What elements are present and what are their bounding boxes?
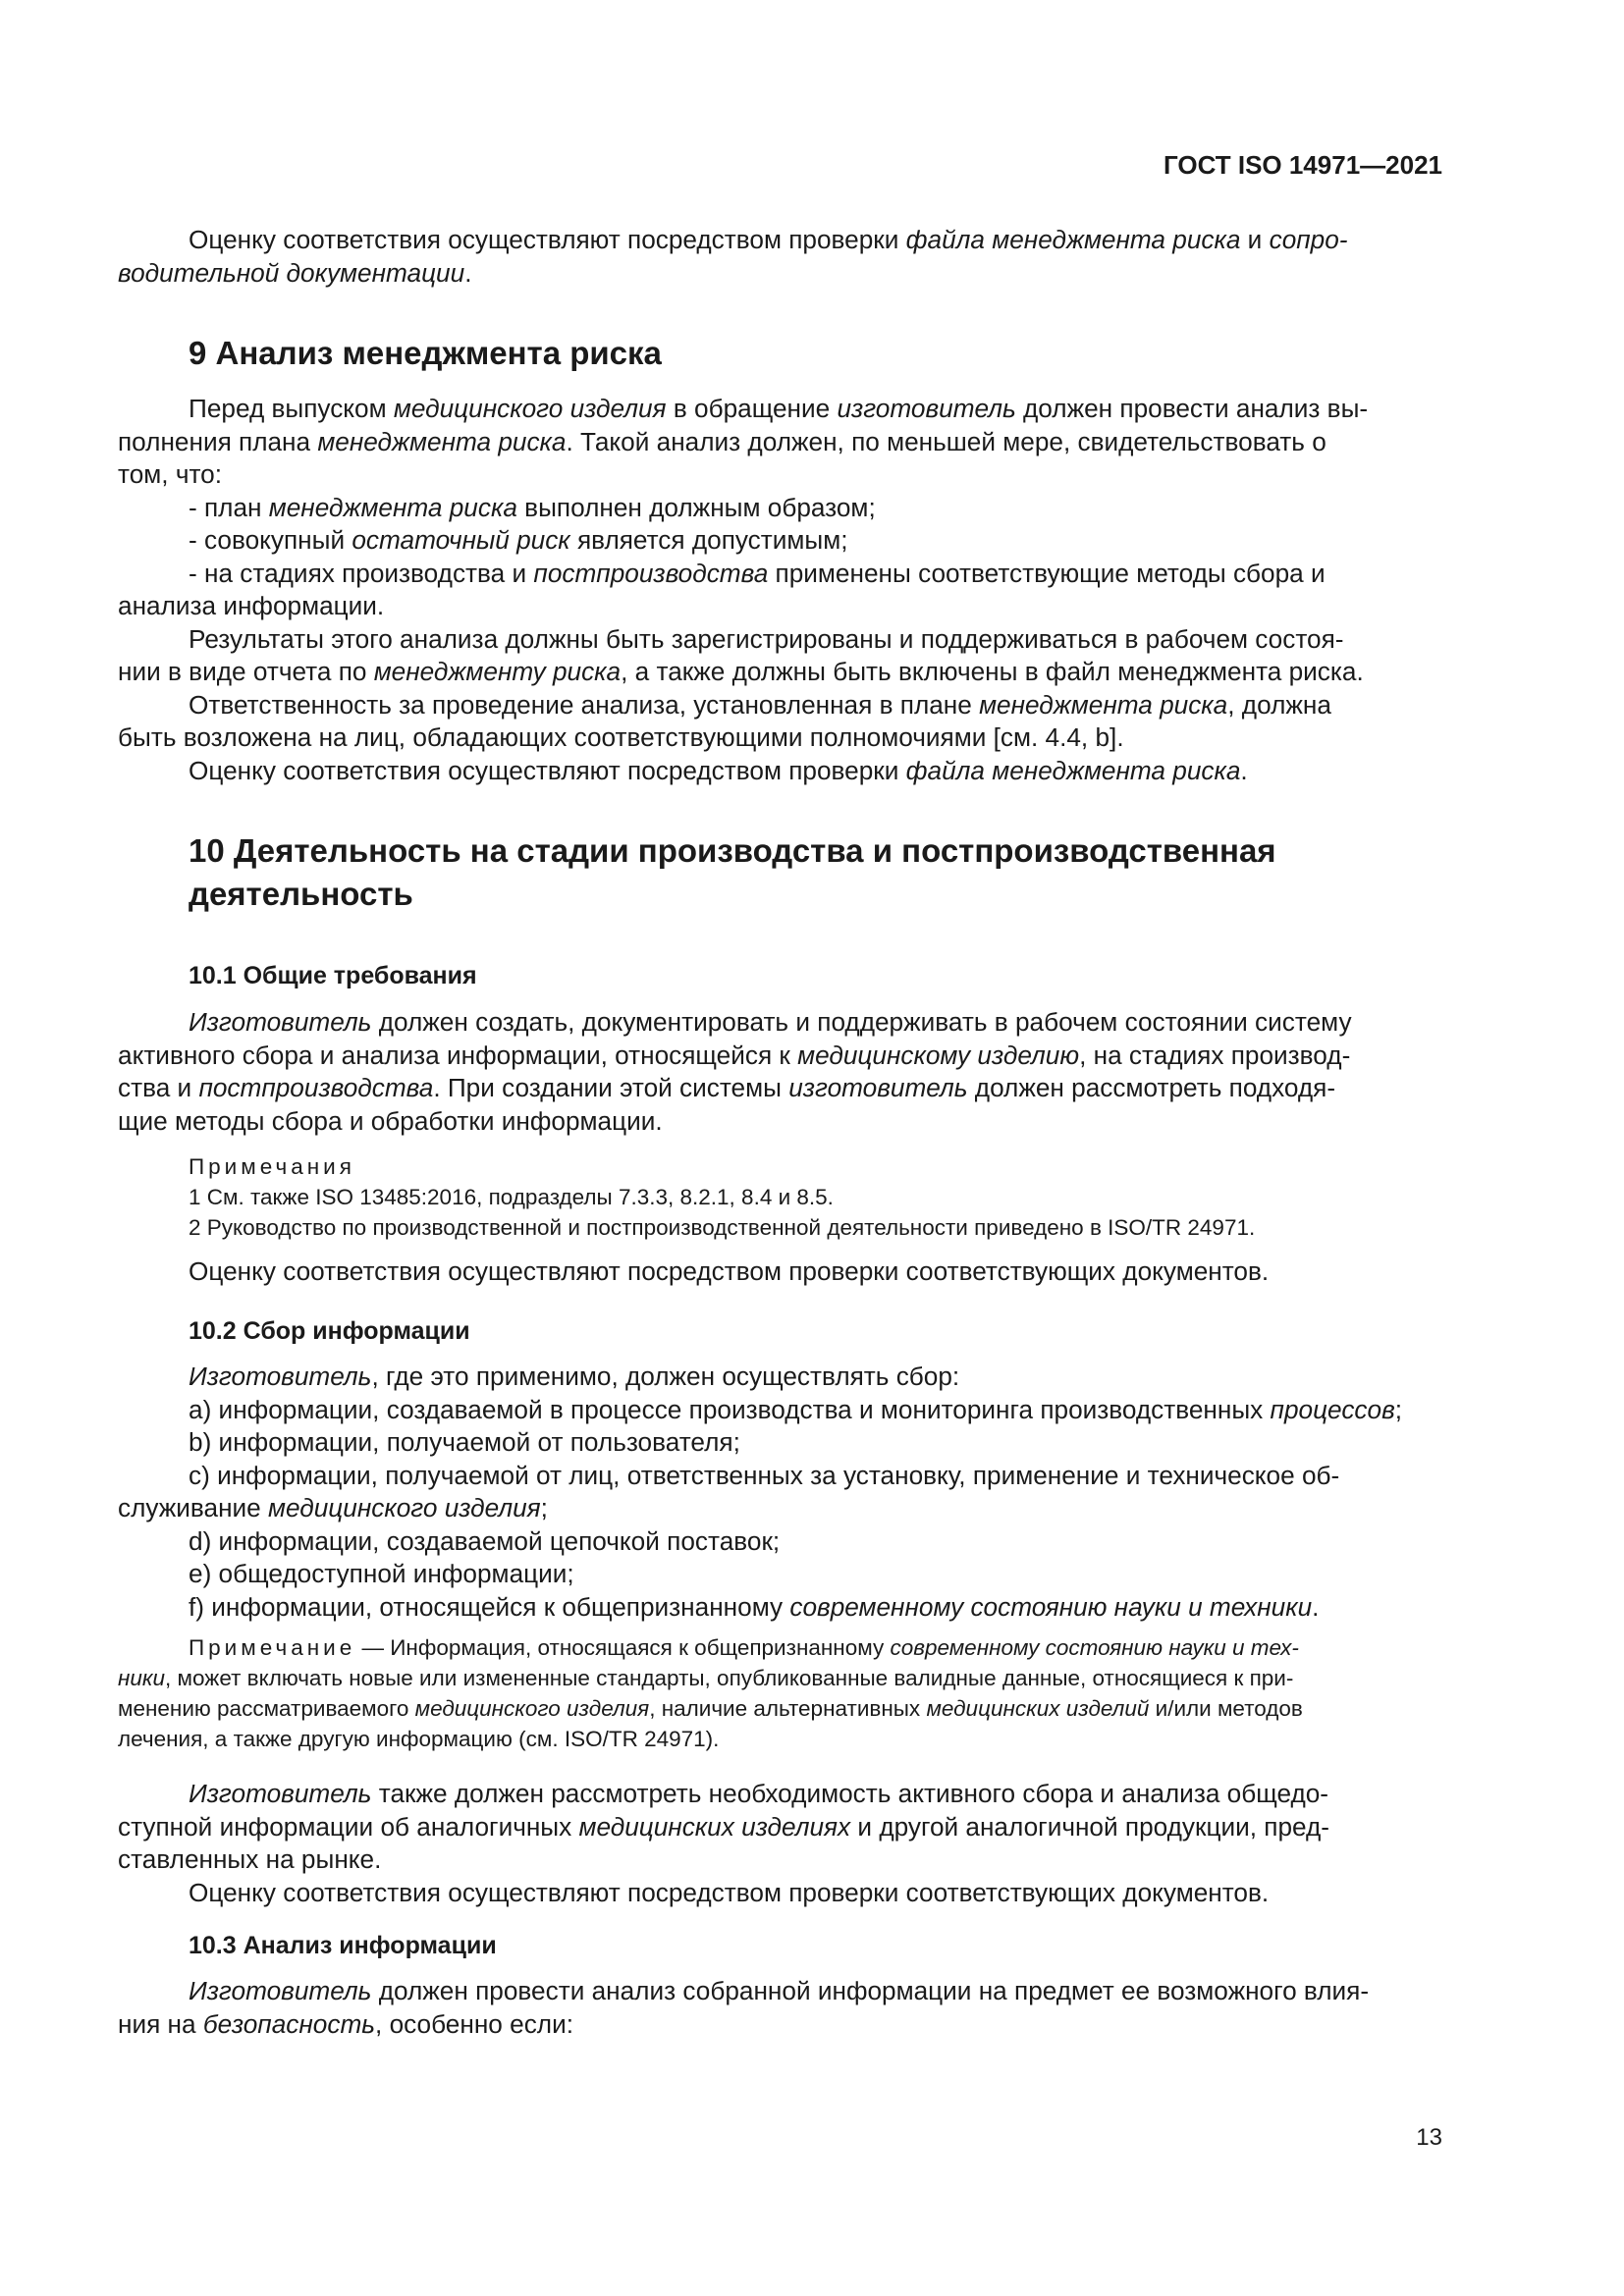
list-item: d) информации, создаваемой цепочкой поставок; [189, 1525, 781, 1556]
term: менеджмента риска [979, 689, 1228, 720]
intro-paragraph [118, 224, 1443, 290]
term: файла менеджмента риска [905, 755, 1241, 785]
text: 2 Руководство по производственной и постпроизводственной деятельности приведено в ISO/TR 24971. [189, 1215, 1256, 1240]
term: изготовитель [837, 394, 1016, 423]
note-line [118, 1663, 1443, 1693]
paragraph-line [118, 689, 1443, 722]
term: современному состоянию науки и тех- [890, 1635, 1299, 1660]
list-item: b) информации, получаемой от пользователя; [189, 1427, 740, 1457]
paragraph-line: Оценку соответствия осуществляют посредством проверки соответствующих документов. [189, 1256, 1270, 1286]
text: . [1240, 755, 1248, 785]
note-2 [118, 1212, 1443, 1243]
text: Результаты этого анализа должны быть зарегистрированы и поддерживаться в рабочем состоя- [189, 623, 1344, 654]
term: безопасность [202, 2008, 376, 2039]
paragraph-line [118, 224, 1443, 257]
paragraph-line [118, 1843, 1443, 1877]
text: анализа информации. [118, 591, 385, 620]
text: в обращение [666, 394, 838, 423]
list-item: e) общедоступной информации; [189, 1559, 574, 1588]
note-1 [118, 1182, 1443, 1212]
text: ; [1394, 1394, 1403, 1424]
subsection-10-1 [118, 960, 1443, 992]
document-code-header: ГОСТ ISO 14971—2021 [1163, 150, 1442, 180]
text: Перед выпуском [189, 394, 394, 423]
paragraph-line [118, 721, 1443, 755]
text: выполнен должным образом; [516, 492, 876, 522]
text: - на стадиях производства и [189, 558, 534, 588]
term: медицинского изделия [268, 1493, 541, 1522]
paragraph-line [118, 1778, 1443, 1811]
paragraph-line [118, 1040, 1443, 1073]
text: деятельность [189, 876, 413, 912]
section-10 [118, 829, 1443, 916]
text: и другой аналогичной продукции, пред- [850, 1811, 1329, 1842]
list-item [118, 558, 1443, 591]
text: ; [540, 1493, 548, 1522]
paragraph-line [118, 755, 1443, 788]
text: применены соответствующие методы сбора и [768, 558, 1326, 588]
term: остаточный риск [352, 525, 570, 555]
text: 1 См. также ISO 13485:2016, подразделы 7.3.3, 8.2.1, 8.4 и 8.5. [189, 1185, 834, 1209]
text: . Такой анализ должен, по меньшей мере, свидетельствовать о [566, 426, 1326, 456]
term: менеджмента риска [317, 426, 567, 456]
note-line [118, 1724, 1443, 1754]
text: . При создании этой системы [433, 1073, 789, 1102]
paragraph-line [118, 590, 1443, 623]
paragraph-line [118, 257, 1443, 291]
term: медицинского изделия [393, 394, 667, 423]
text: . [464, 257, 472, 288]
text: должен создать, документировать и поддерживать в рабочем состоянии систему [371, 1007, 1352, 1037]
text: и [1240, 225, 1270, 254]
text: , особенно если: [375, 2008, 573, 2039]
text: , а также должны быть включены в файл менеджмента риска. [621, 657, 1364, 686]
term: постпроизводства [533, 558, 769, 588]
paragraph-line [118, 1006, 1443, 1040]
list-item [118, 1394, 1443, 1427]
text: и/или методов [1149, 1696, 1303, 1721]
note-line [118, 1632, 1443, 1663]
term: менеджменту риска [373, 657, 622, 686]
text: должен провести анализ собранной информации на предмет ее возможного влия- [371, 1976, 1370, 2005]
section-9 [118, 332, 1443, 375]
note-block-10-2 [118, 1632, 1443, 1754]
term: Изготовитель [189, 1779, 372, 1808]
text: нии в виде отчета по [118, 657, 374, 686]
paragraph-line [118, 1105, 1443, 1139]
paragraph-line [118, 426, 1443, 459]
subsection-10-3-body [118, 1975, 1443, 2041]
text: менению рассматриваемого [118, 1696, 415, 1721]
term: ники [118, 1666, 166, 1690]
text: ния на [118, 2008, 203, 2039]
section-10-title [118, 829, 1443, 916]
notes-title [118, 1151, 1443, 1182]
term: процессов [1270, 1394, 1395, 1424]
list-item [118, 1591, 1443, 1625]
text: - план [189, 492, 269, 522]
term: водительной документации [118, 257, 465, 288]
subsection-10-2 [118, 1315, 1443, 1348]
conformity-paragraph [118, 1255, 1443, 1289]
term: файла менеджмента риска [905, 225, 1241, 254]
term: современному состоянию науки и техники [789, 1591, 1313, 1622]
text: Ответственность за проведение анализа, установленная в плане [189, 689, 980, 720]
term: Изготовитель [189, 1007, 372, 1037]
paragraph-line [118, 1811, 1443, 1844]
text: , может включать новые или измененные стандарты, опубликованные валидные данные, относящиеся к при- [165, 1666, 1294, 1690]
text: , на стадиях производ- [1079, 1040, 1351, 1070]
note-line [118, 1693, 1443, 1724]
paragraph-line [118, 1975, 1443, 2008]
text: щие методы сбора и обработки информации. [118, 1105, 663, 1136]
text: f) информации, относящейся к общепризнанному [189, 1591, 790, 1622]
subsection-10-1-title: 10.1 Общие требования [189, 962, 477, 989]
list-item [118, 492, 1443, 525]
section-9-body [118, 393, 1443, 787]
text: должен рассмотреть подходя- [967, 1073, 1336, 1102]
text: , где это применимо, должен осуществлять сбор: [371, 1362, 960, 1391]
text: должен провести анализ вы- [1015, 394, 1369, 423]
paragraph-line [118, 1072, 1443, 1105]
text: лечения, а также другую информацию (см. ISO/TR 24971). [118, 1727, 720, 1751]
text: , наличие альтернативных [649, 1696, 927, 1721]
text: является допустимым; [569, 525, 848, 555]
paragraph-line [118, 2008, 1443, 2042]
page-number: 13 [1416, 2124, 1442, 2151]
paragraph-line [118, 656, 1443, 689]
term: медицинскому изделию [797, 1040, 1080, 1070]
text: полнения плана [118, 426, 318, 456]
term: Изготовитель [189, 1976, 372, 2005]
text: — Информация, относящаяся к общепризнанному [355, 1635, 891, 1660]
subsection-10-1-body [118, 1006, 1443, 1138]
subsection-10-2-body [118, 1361, 1443, 1624]
text: ступной информации об аналогичных [118, 1811, 579, 1842]
text: c) информации, получаемой от лиц, ответственных за установку, применение и техническое об- [189, 1460, 1340, 1490]
term: постпроизводства [198, 1073, 434, 1102]
paragraph-line [118, 1492, 1443, 1525]
subsection-10-3-title: 10.3 Анализ информации [189, 1932, 497, 1959]
subsection-10-3 [118, 1930, 1443, 1962]
text: 10 Деятельность на стадии производства и постпроизводственная [189, 832, 1276, 869]
term: изготовитель [788, 1073, 968, 1102]
text: Оценку соответствия осуществляют посредством проверки [189, 225, 906, 254]
subsection-10-2-tail [118, 1778, 1443, 1909]
text: том, что: [118, 459, 223, 489]
term: менеджмента риска [268, 492, 517, 522]
text: быть возложена на лиц, обладающих соответствующими полномочиями [см. 4.4, b]. [118, 722, 1124, 752]
term: медицинского изделия [414, 1696, 650, 1721]
list-item [118, 524, 1443, 558]
paragraph-line [118, 1361, 1443, 1394]
paragraph-line [118, 623, 1443, 657]
section-9-title: 9 Анализ менеджмента риска [189, 335, 662, 371]
text: ства и [118, 1073, 199, 1102]
text: Оценку соответствия осуществляют посредством проверки [189, 755, 906, 785]
list-item [118, 1460, 1443, 1493]
paragraph-line: Оценку соответствия осуществляют посредством проверки соответствующих документов. [189, 1877, 1270, 1907]
note-label: Примечание [189, 1635, 356, 1660]
term: медицинских изделий [926, 1696, 1150, 1721]
text: активного сбора и анализа информации, относящейся к [118, 1040, 798, 1070]
term: Изготовитель [189, 1362, 372, 1391]
paragraph-line [118, 393, 1443, 426]
text: , должна [1227, 689, 1331, 720]
term: медицинских изделиях [578, 1811, 851, 1842]
text: служивание [118, 1493, 269, 1522]
text: Примечания [189, 1154, 355, 1179]
subsection-10-2-title: 10.2 Сбор информации [189, 1317, 470, 1345]
text: . [1312, 1591, 1320, 1622]
text: ставленных на рынке. [118, 1844, 382, 1874]
text: также должен рассмотреть необходимость активного сбора и анализа общедо- [371, 1779, 1329, 1808]
term: сопро- [1269, 225, 1348, 254]
text: - совокупный [189, 525, 352, 555]
text: a) информации, создаваемой в процессе производства и мониторинга производственных [189, 1394, 1271, 1424]
paragraph-line [118, 458, 1443, 492]
notes-block [118, 1151, 1443, 1243]
